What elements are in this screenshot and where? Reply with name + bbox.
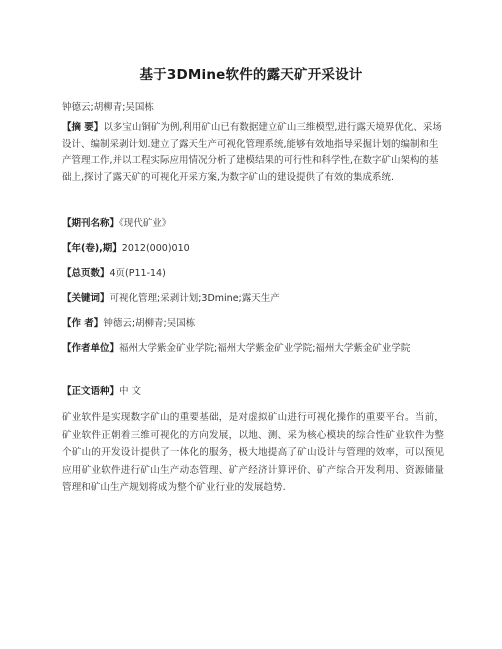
journal-label: 【期刊名称】 (62, 218, 120, 229)
language-row (62, 384, 444, 401)
author-row (62, 316, 444, 333)
language-label: 【正文语种】 (62, 386, 120, 397)
affiliation-value: 福州大学紫金矿业学院;福州大学紫金矿业学院;福州大学紫金矿业学院 (119, 343, 411, 354)
abstract-section (62, 120, 444, 186)
author-label: 【作 者】 (62, 318, 104, 329)
keywords-row (62, 291, 444, 308)
journal-row (62, 216, 444, 233)
keywords-label: 【关键词】 (62, 293, 110, 304)
keywords-value: 可视化管理;采剥计划;3Dmine;露天生产 (109, 293, 280, 304)
author-names: 钟德云;胡柳青;吴国栋 (62, 102, 154, 113)
author-value: 钟德云;胡柳青;吴国栋 (103, 318, 196, 329)
paper-title: 基于3DMine软件的露天矿开采设计 (139, 67, 363, 83)
journal-value: 《现代矿业》 (119, 218, 172, 229)
pages-row (62, 266, 444, 283)
year-label: 【年(卷),期】 (62, 243, 122, 254)
year-row (62, 241, 444, 258)
affiliation-row (62, 341, 444, 358)
language-value: 中 文 (119, 386, 142, 397)
pages-value: 4页(P11-14) (109, 268, 166, 279)
affiliation-label: 【作者单位】 (62, 343, 120, 354)
abstract-text: 以多宝山铜矿为例,利用矿山已有数据建立矿山三维模型,进行露天境界优化、采场设计、编制采剥计划.建立了露天生产可视化管理系统,能够有效地指导采掘计划的编制和生产管理工作,并以工程实际应用情况分析了建模结果的可行性和科学性,在数字矿山架构的基础上,探讨了露天矿的可视化开采方案,为数字矿山的建设提供了有效的集成系统. (62, 122, 442, 183)
year-value: 2012(000)010 (121, 243, 190, 254)
abstract-label: 【摘 要】 (62, 122, 104, 133)
pages-label: 【总页数】 (62, 268, 110, 279)
body-paragraph: 矿业软件是实现数字矿山的重要基础，是对虚拟矿山进行可视化操作的重要平台。当前，矿业软件正朝着三维可视化的方向发展，以地、测、采为核心模块的综合性矿业软件为整个矿山的开发设计提供了一体化的服务，极大地提高了矿山设计与管理的效率，可以预见应用矿业软件进行矿山生产动态管理、矿产经济计算评价、矿产综合开发利用、资源储量管理和矿山生产规划将成为整个矿业行业的发展趋势. (62, 412, 444, 494)
